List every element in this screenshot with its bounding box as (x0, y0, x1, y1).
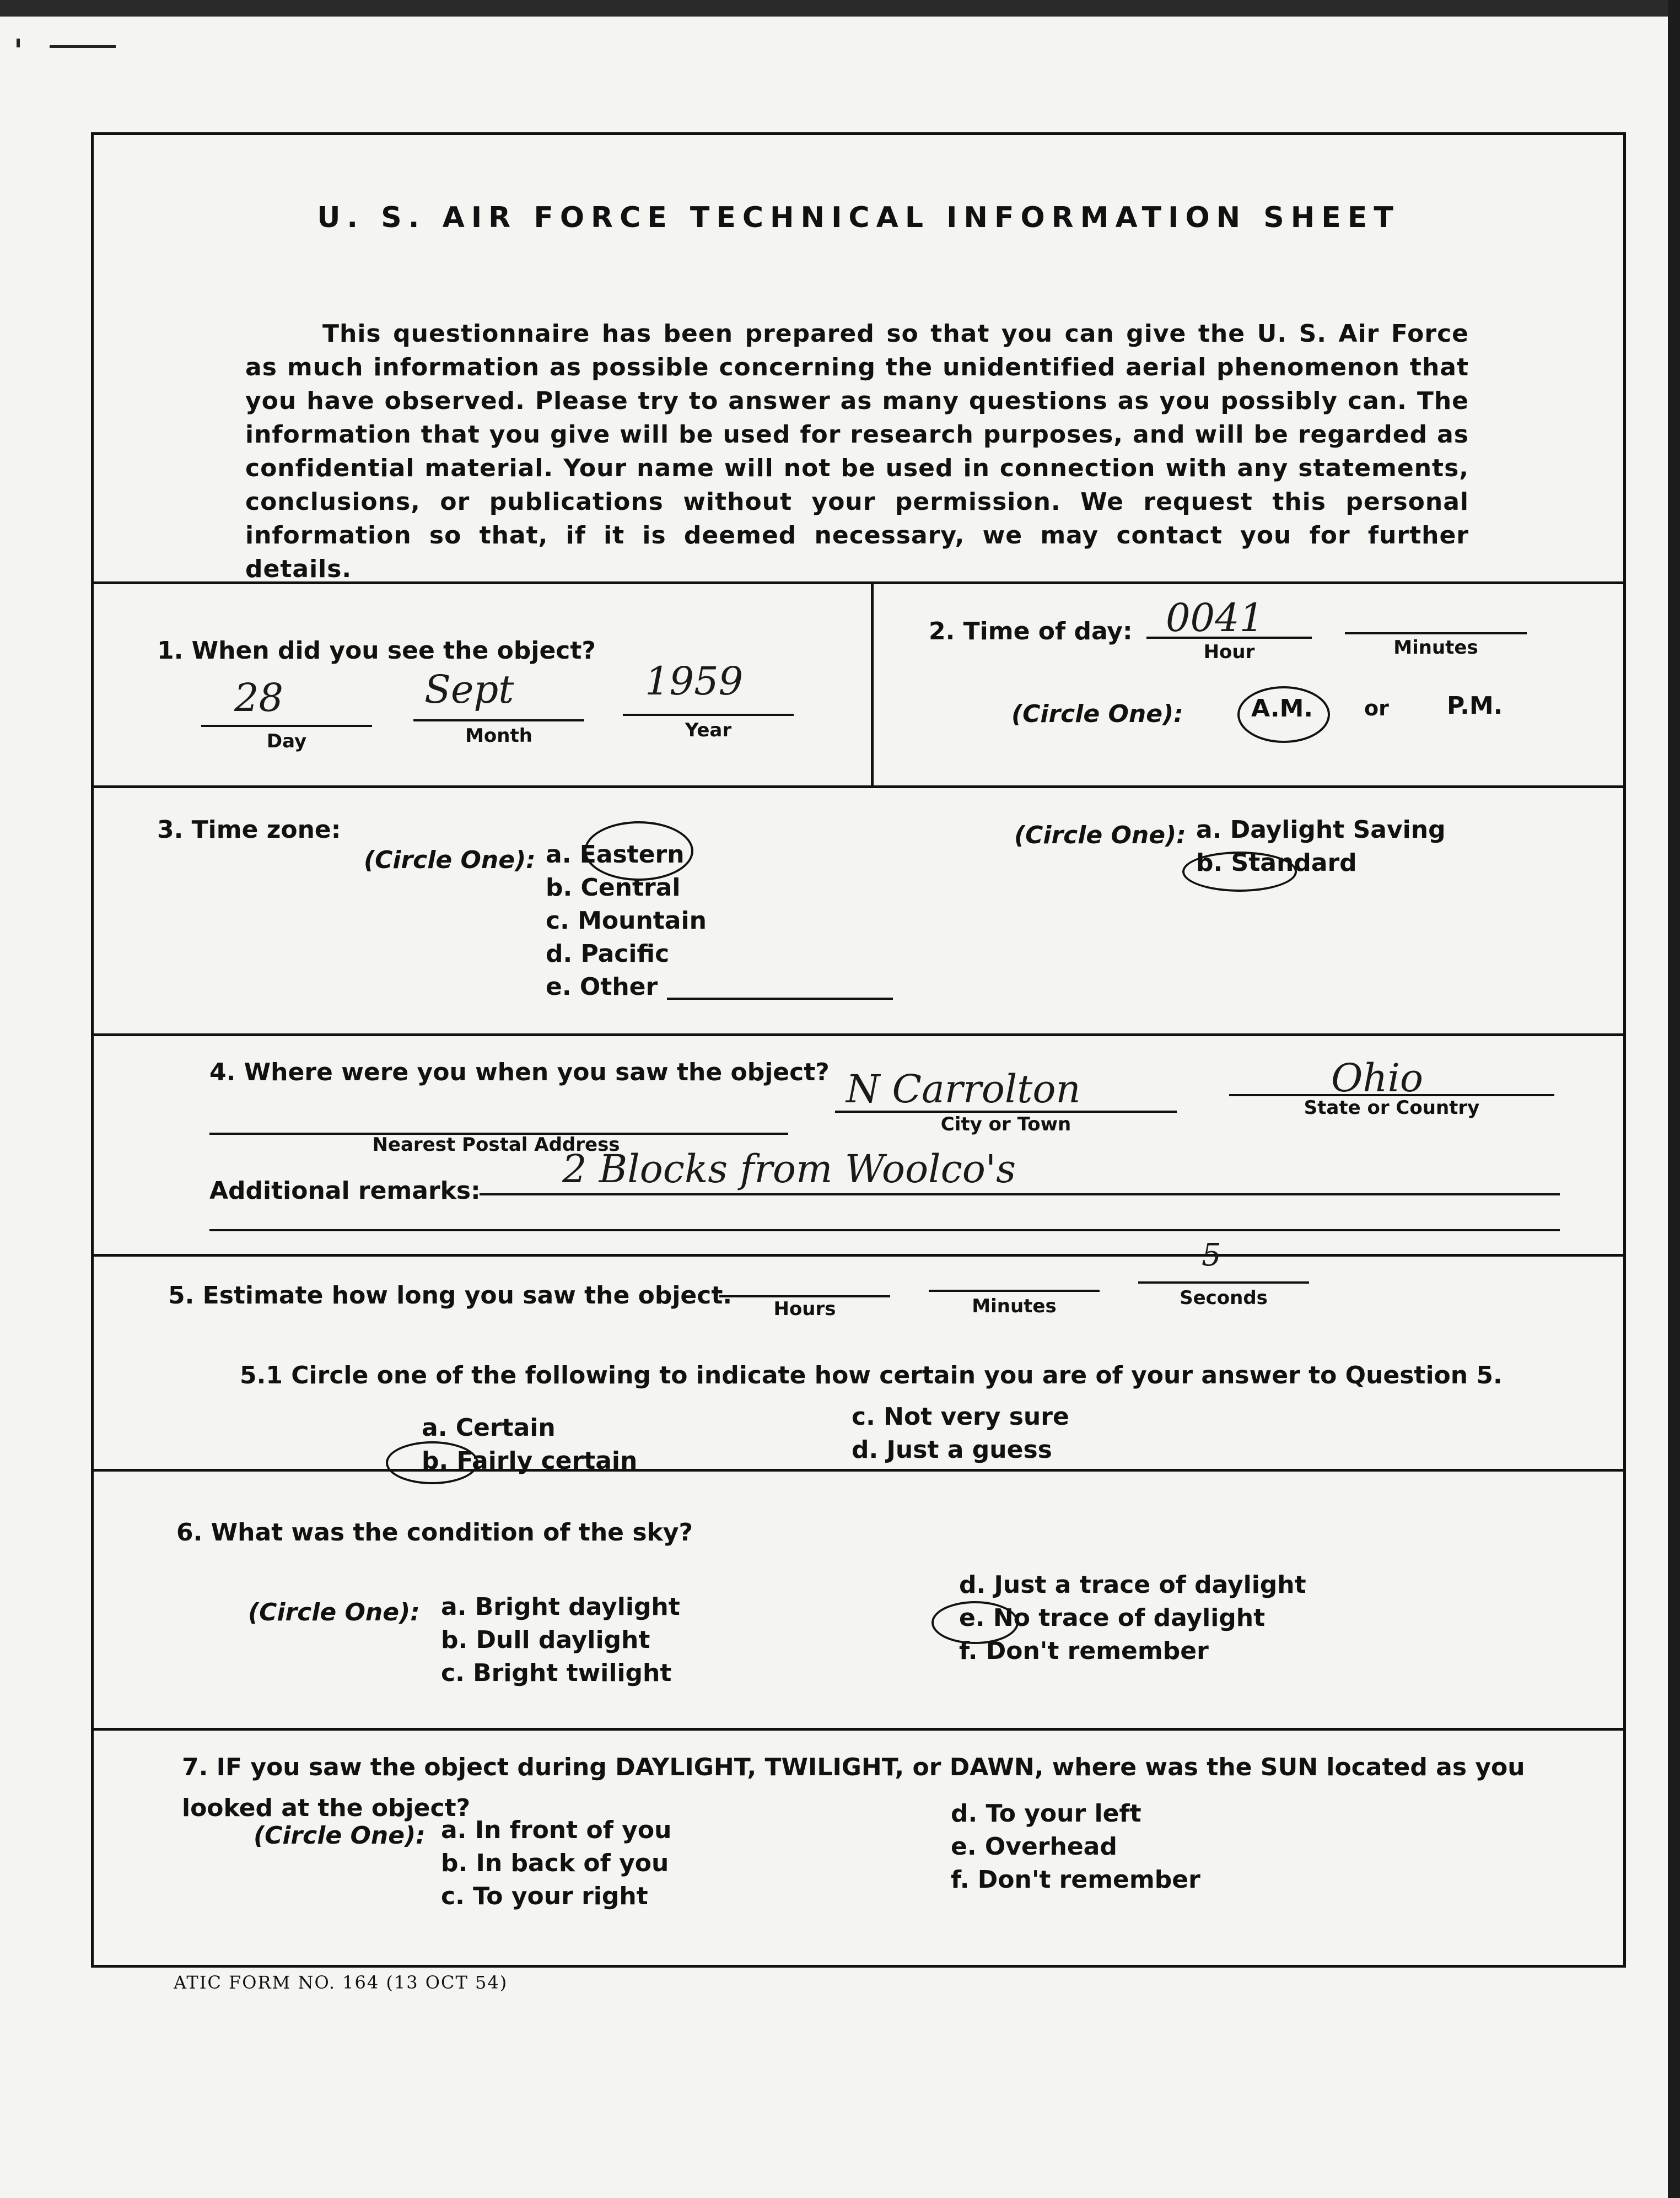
q1-question: 1. When did you see the object? (157, 637, 596, 665)
q2-minutes-label: Minutes (1393, 637, 1478, 659)
q3-zone-central[interactable]: b. Central (546, 874, 681, 902)
q5-seconds-label: Seconds (1180, 1287, 1268, 1309)
q1-year-label: Year (685, 719, 732, 741)
q4-remarks-value[interactable]: 2 Blocks from Woolco's (562, 1146, 1016, 1192)
q6-option-bright-twilight[interactable]: c. Bright twilight (441, 1659, 672, 1687)
q4-city-line (835, 1111, 1177, 1113)
q5-seconds-value[interactable]: 5 (1202, 1237, 1221, 1273)
q4-remarks-line (480, 1193, 1560, 1195)
q1-month-line (413, 719, 584, 721)
q7-option-in-front[interactable]: a. In front of you (441, 1816, 672, 1844)
q6-option-dull-daylight[interactable]: b. Dull daylight (441, 1626, 650, 1654)
q7-option-left[interactable]: d. To your left (951, 1800, 1141, 1828)
q3-eastern-circle-mark (584, 821, 693, 881)
q3-circle-one: (Circle One): (364, 846, 536, 874)
q1-day-label: Day (266, 730, 307, 752)
q3-zone-mountain[interactable]: c. Mountain (546, 907, 707, 935)
q2-minutes-line (1345, 632, 1527, 634)
divider (94, 1033, 1623, 1036)
q4-city-label: City or Town (940, 1113, 1071, 1135)
q1-year-line (623, 714, 794, 716)
q2-am-option[interactable]: A.M. (1251, 694, 1313, 723)
q4-remarks-line-2 (209, 1229, 1560, 1231)
scan-mark (17, 39, 20, 47)
q3-zone-eastern[interactable]: a. Eastern (546, 841, 685, 869)
q3-daylight-saving[interactable]: a. Daylight Saving (1196, 816, 1446, 844)
q4-state-value[interactable]: Ohio (1331, 1055, 1424, 1101)
q6-circle-one: (Circle One): (248, 1598, 420, 1626)
divider (94, 581, 1623, 584)
divider (94, 1469, 1623, 1472)
q7-option-dont-remember[interactable]: f. Don't remember (951, 1866, 1200, 1894)
paper-sheet (0, 17, 1668, 2198)
form-title: U. S. AIR FORCE TECHNICAL INFORMATION SHEET (317, 201, 1400, 234)
q7-option-right[interactable]: c. To your right (441, 1882, 648, 1910)
q4-city-value[interactable]: N Carrolton (846, 1066, 1081, 1112)
form-number-footer: ATIC FORM NO. 164 (13 OCT 54) (174, 1972, 508, 1993)
q5-option-not-very-sure[interactable]: c. Not very sure (852, 1403, 1069, 1431)
q6-option-just-a-trace[interactable]: d. Just a trace of daylight (959, 1571, 1306, 1599)
q2-hour-line (1146, 637, 1312, 639)
q1-day-line (201, 725, 372, 727)
q5-option-certain[interactable]: a. Certain (422, 1414, 556, 1442)
q5-hours-label: Hours (773, 1298, 836, 1320)
photo-right-edge (1668, 0, 1680, 2198)
q6-option-bright-daylight[interactable]: a. Bright daylight (441, 1593, 680, 1621)
q5-question: 5. Estimate how long you saw the object. (168, 1281, 733, 1310)
q4-state-label: State or Country (1304, 1097, 1480, 1119)
q6-option-dont-remember[interactable]: f. Don't remember (959, 1637, 1209, 1665)
q2-hour-value[interactable]: 0041 (1166, 595, 1264, 640)
q5-1-question: 5.1 Circle one of the following to indicate how certain you are of your answer to Question 5. (240, 1361, 1503, 1389)
q3-question: 3. Time zone: (157, 816, 341, 844)
q5-fairly-certain-circle-mark (386, 1441, 478, 1484)
q2-question: 2. Time of day: (929, 617, 1133, 645)
divider (871, 581, 874, 785)
q1-month-label: Month (465, 725, 532, 747)
q6-option-no-trace[interactable]: e. No trace of daylight (959, 1604, 1266, 1632)
divider (94, 785, 1623, 788)
q5-hours-line (719, 1295, 890, 1297)
q3-zone-other[interactable]: e. Other (546, 973, 658, 1001)
q5-option-just-a-guess[interactable]: d. Just a guess (852, 1436, 1052, 1464)
q3-standard-circle-mark (1182, 852, 1297, 892)
q4-question: 4. Where were you when you saw the object? (209, 1058, 830, 1086)
q7-circle-one: (Circle One): (254, 1822, 426, 1850)
scan-mark (50, 45, 116, 48)
information-sheet-form (91, 132, 1626, 1968)
q3-circle-one-2: (Circle One): (1014, 821, 1186, 849)
q2-am-circle-mark (1237, 686, 1330, 743)
q5-minutes-label: Minutes (972, 1295, 1057, 1317)
q7-question: 7. IF you saw the object during DAYLIGHT, TWILIGHT, or DAWN, where was the SUN located as you looked at the object? (182, 1753, 1525, 1822)
q5-minutes-line (929, 1290, 1100, 1292)
q4-state-line (1229, 1094, 1554, 1096)
q1-month-value[interactable]: Sept (424, 667, 514, 712)
q2-or-label: or (1364, 696, 1389, 720)
q6-question: 6. What was the condition of the sky? (176, 1518, 693, 1547)
q2-pm-option[interactable]: P.M. (1447, 692, 1503, 720)
q5-option-fairly-certain[interactable]: b. Fairly certain (422, 1447, 638, 1475)
q3-standard[interactable]: b. Standard (1196, 849, 1357, 877)
q3-zone-pacific[interactable]: d. Pacific (546, 940, 670, 968)
q2-hour-label: Hour (1203, 641, 1255, 663)
q5-seconds-line (1138, 1281, 1309, 1284)
q1-day-value[interactable]: 28 (234, 675, 284, 720)
form-intro-paragraph: This questionnaire has been prepared so that you can give the U. S. Air Force as much information as possible concerning the unidentified aerial phenomenon that you have observed. Please try to answer as many questions as you possibly can. The information that you give will be used for research purposes, and will be regarded as confidential material. Your name will not be used in connection with any statements, conclusions, or publications without your permission. We request this personal information so that, if it is deemed necessary, we may contact you for further details. (245, 320, 1469, 583)
q7-option-overhead[interactable]: e. Overhead (951, 1833, 1117, 1861)
divider (94, 1728, 1623, 1731)
divider (94, 1254, 1623, 1257)
q1-year-value[interactable]: 1959 (645, 659, 744, 704)
q4-postal-label: Nearest Postal Address (372, 1134, 620, 1156)
q3-other-line (667, 998, 893, 1000)
q4-remarks-label: Additional remarks: (209, 1177, 481, 1205)
q7-option-in-back[interactable]: b. In back of you (441, 1849, 669, 1877)
q2-circle-one: (Circle One): (1011, 700, 1183, 728)
